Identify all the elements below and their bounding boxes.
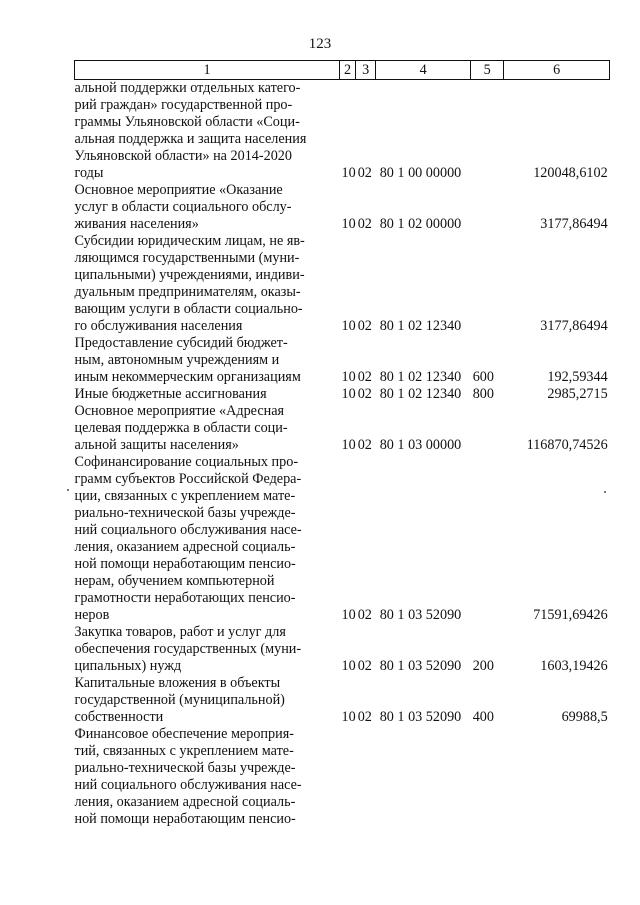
section-code-cell: 10 [341, 369, 356, 385]
expense-type-cell [471, 403, 504, 454]
row-name-line: ной помощи неработающим пенсио- [74, 556, 296, 572]
table-row [75, 403, 610, 454]
target-article-cell: 80 1 02 12340 [379, 369, 462, 385]
row-name-line: целевая поддержка в области соци- [74, 420, 288, 436]
subsection-code-cell: 02 [357, 216, 372, 232]
row-name-line: ции, связанных с укреплением мате- [74, 488, 296, 504]
expense-type-cell [471, 726, 504, 828]
table-row [75, 335, 610, 386]
table-row [75, 386, 610, 403]
row-name-line: го обслуживания населения [74, 318, 243, 334]
row-name-line: вающим услуги в области социально- [74, 301, 303, 317]
row-name-line: неров [74, 607, 110, 623]
row-name-line: граммы Ульяновской области «Соци- [74, 114, 300, 130]
amount-cell: 120048,6102 [533, 165, 608, 181]
row-name-line: ляющимся государственными (муни- [74, 250, 300, 266]
target-article-cell: 80 1 00 00000 [379, 165, 462, 181]
target-article-cell: 80 1 03 52090 [379, 658, 462, 674]
amount-cell [504, 726, 610, 828]
expense-type-cell: 400 [472, 709, 494, 725]
subsection-code-cell: 02 [357, 437, 372, 453]
expense-type-cell [471, 233, 504, 335]
amount-cell: 71591,69426 [533, 607, 608, 623]
table-row [75, 675, 610, 726]
section-code-cell: 10 [341, 437, 356, 453]
section-code-cell: 10 [341, 318, 356, 334]
target-article-cell [376, 726, 471, 828]
table-row [75, 624, 610, 675]
section-code-cell: 10 [341, 709, 356, 725]
expense-type-cell [471, 80, 504, 183]
column-header-3: 3 [356, 61, 376, 80]
row-name-cell [75, 386, 340, 403]
subsection-code-cell: 02 [357, 165, 372, 181]
subsection-code-cell [356, 726, 376, 828]
expense-type-cell: 800 [472, 386, 494, 402]
row-name-line: иным некоммерческим организациям [74, 369, 301, 385]
target-article-cell: 80 1 02 12340 [379, 318, 462, 334]
table-row [75, 454, 610, 624]
row-name-line: государственной (муниципальной) [74, 692, 285, 708]
subsection-code-cell: 02 [357, 369, 372, 385]
row-name-line: Субсидии юридическим лицам, не яв- [74, 233, 305, 249]
row-name-line: риально-технической базы учрежде- [74, 505, 296, 521]
subsection-code-cell: 02 [357, 607, 372, 623]
section-code-cell: 10 [341, 607, 356, 623]
row-name-cell [75, 403, 340, 454]
row-name-line: альная поддержка и защита населения [74, 131, 307, 147]
row-name-cell [75, 233, 340, 335]
row-name-line: Основное мероприятие «Оказание [74, 182, 283, 198]
row-name-line: рий граждан» государственной про- [74, 97, 293, 113]
target-article-cell: 80 1 02 12340 [379, 386, 462, 402]
row-name-line: нерам, обучением компьютерной [74, 573, 275, 589]
row-name-line: Закупка товаров, работ и услуг для [74, 624, 286, 640]
page-number: 123 [308, 36, 332, 52]
target-article-cell: 80 1 03 52090 [379, 709, 462, 725]
table-row [75, 233, 610, 335]
budget-table [74, 60, 610, 828]
row-name-line: альной защиты населения» [74, 437, 239, 453]
row-name-line: ления, оказанием адресной социаль- [74, 794, 296, 810]
row-name-line: ний социального обслуживания насе- [74, 777, 302, 793]
row-name-line: альной поддержки отдельных катего- [74, 80, 301, 96]
row-name-cell [75, 624, 340, 675]
subsection-code-cell: 02 [357, 386, 372, 402]
row-name-cell [75, 675, 340, 726]
column-header-2: 2 [340, 61, 356, 80]
section-code-cell: 10 [341, 658, 356, 674]
row-name-line: ной помощи неработающим пенсио- [74, 811, 296, 827]
row-name-line: Капитальные вложения в объекты [74, 675, 281, 691]
expense-type-cell [471, 454, 504, 624]
row-name-line: Предоставление субсидий бюджет- [74, 335, 288, 351]
row-name-line: тий, связанных с укреплением мате- [74, 743, 294, 759]
amount-cell: 2985,2715 [547, 386, 608, 402]
row-name-line: ципальных) нужд [74, 658, 182, 674]
row-name-cell [75, 80, 340, 183]
target-article-cell: 80 1 03 52090 [379, 607, 462, 623]
amount-cell: 69988,5 [561, 709, 608, 725]
row-name-line: ципальными) учреждениями, индиви- [74, 267, 305, 283]
row-name-line: ний социального обслуживания насе- [74, 522, 302, 538]
row-name-line: обеспечения государственных (муни- [74, 641, 302, 657]
section-code-cell: 10 [341, 216, 356, 232]
section-code-cell: 10 [341, 165, 356, 181]
table-row [75, 726, 610, 828]
row-name-line: Основное мероприятие «Адресная [74, 403, 285, 419]
scan-speck [67, 489, 69, 491]
subsection-code-cell: 02 [357, 658, 372, 674]
row-name-line: Софинансирование социальных про- [74, 454, 299, 470]
column-header-1: 1 [75, 61, 340, 80]
row-name-cell [75, 726, 340, 828]
column-header-6: 6 [504, 61, 610, 80]
section-code-cell: 10 [341, 386, 356, 402]
row-name-line: Ульяновской области» на 2014-2020 [74, 148, 292, 164]
amount-cell: 116870,74526 [526, 437, 608, 453]
expense-type-cell: 600 [472, 369, 494, 385]
row-name-line: услуг в области социального обслу- [74, 199, 292, 215]
row-name-line: ным, автономным учреждениям и [74, 352, 280, 368]
row-name-line: грамм субъектов Российской Федера- [74, 471, 302, 487]
target-article-cell: 80 1 02 00000 [379, 216, 462, 232]
target-article-cell: 80 1 03 00000 [379, 437, 462, 453]
table-body [75, 80, 610, 829]
expense-type-cell [471, 182, 504, 233]
amount-cell: 1603,19426 [540, 658, 608, 674]
scan-speck [604, 491, 606, 493]
row-name-line: грамотности неработающих пенсио- [74, 590, 296, 606]
subsection-code-cell: 02 [357, 709, 372, 725]
row-name-line: годы [74, 165, 104, 181]
row-name-line: ления, оказанием адресной социаль- [74, 539, 296, 555]
row-name-line: Иные бюджетные ассигнования [74, 386, 267, 402]
row-name-line: живания населения» [74, 216, 199, 232]
column-header-4: 4 [376, 61, 471, 80]
table-header-row [75, 61, 610, 80]
table-row [75, 182, 610, 233]
amount-cell: 3177,86494 [540, 216, 608, 232]
table-row [75, 80, 610, 183]
amount-cell: 3177,86494 [540, 318, 608, 334]
column-header-5: 5 [471, 61, 504, 80]
amount-cell: 192,59344 [547, 369, 608, 385]
row-name-line: Финансовое обеспечение мероприя- [74, 726, 294, 742]
subsection-code-cell: 02 [357, 318, 372, 334]
row-name-cell [75, 454, 340, 624]
section-code-cell [340, 726, 356, 828]
row-name-cell [75, 335, 340, 386]
expense-type-cell: 200 [472, 658, 494, 674]
row-name-line: дуальным предпринимателям, оказы- [74, 284, 301, 300]
row-name-cell [75, 182, 340, 233]
row-name-line: собственности [74, 709, 164, 725]
row-name-line: риально-технической базы учрежде- [74, 760, 296, 776]
